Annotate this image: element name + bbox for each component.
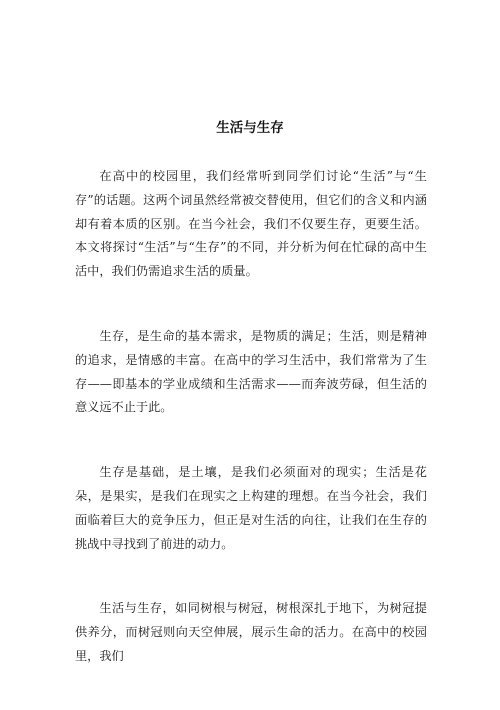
paragraph-4: 生活与生存，如同树根与树冠，树根深扎于地下，为树冠提供养分，而树冠则向天空伸展，展示生命的活力。在高中的校园里，我们	[75, 601, 427, 663]
paragraph-2: 生存，是生命的基本需求，是物质的满足；生活，则是精神的追求，是情感的丰富。在高中的学习生活中，我们常常为了生存——即基本的学业成绩和生活需求——而奔波劳碌，但生活的意义远不止于此。	[75, 328, 427, 415]
document-title: 生活与生存	[216, 120, 284, 136]
document-body	[75, 165, 427, 710]
paragraph-3: 生存是基础，是土壤，是我们必须面对的现实；生活是花朵，是果实，是我们在现实之上构建的理想。在当今社会，我们面临着巨大的竞争压力，但正是对生活的向往，让我们在生存的挑战中寻找到了前进的动力。	[75, 465, 427, 551]
paragraph-1: 在高中的校园里，我们经常听到同学们讨论“生活”与“生存”的话题。这两个词虽然经常被交替使用，但它们的含义和内涵却有着本质的区别。在当今社会，我们不仅要生存，更要生活。本文将探讨“生活”与“生存”的不同，并分析为何在忙碌的高中生活中，我们仍需追求生活的质量。	[75, 169, 427, 279]
